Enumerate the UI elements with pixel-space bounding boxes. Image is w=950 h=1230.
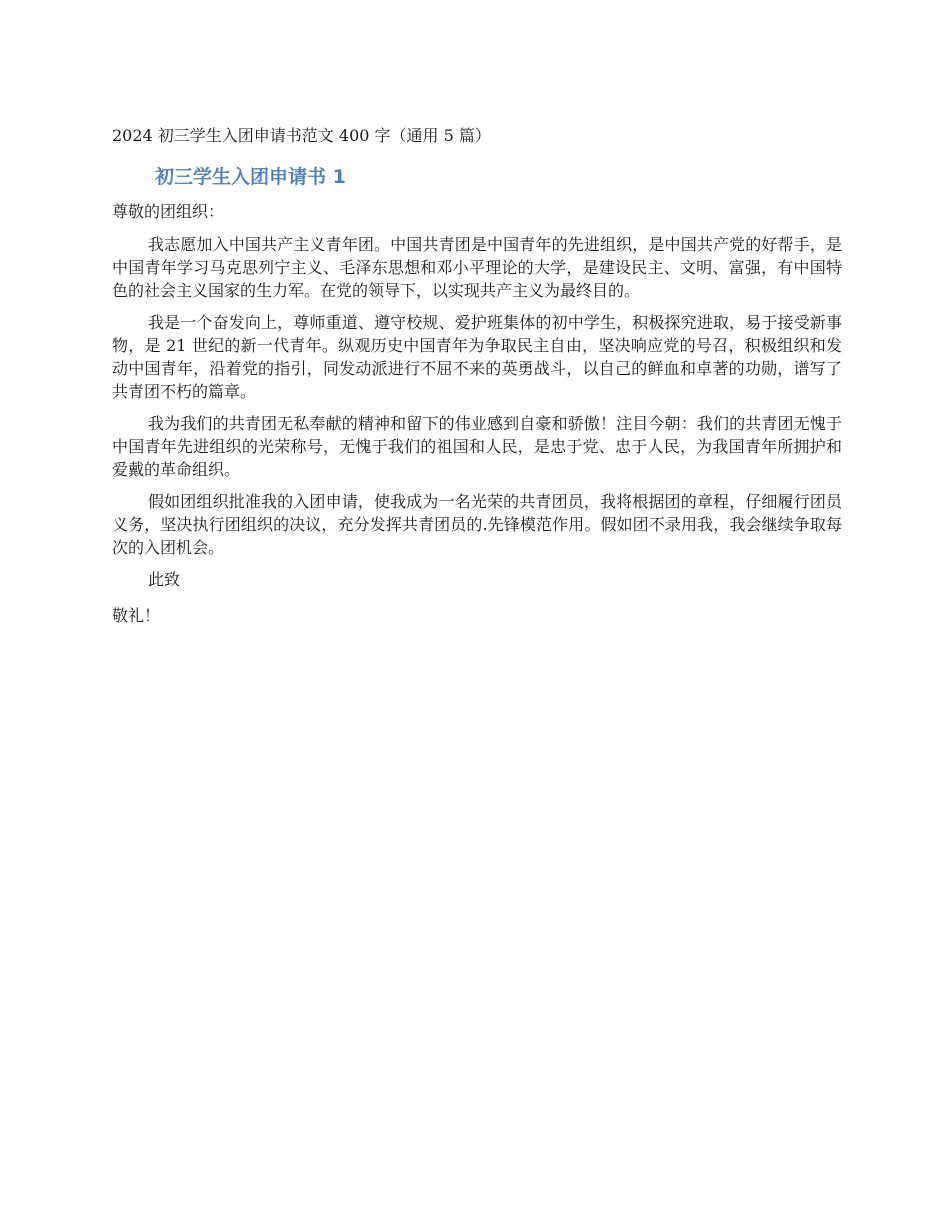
- section-heading: 初三学生入团申请书 1: [155, 166, 346, 188]
- body-paragraph: 我为我们的共青团无私奉献的精神和留下的伟业感到自豪和骄傲！注目今朝：我们的共青团无愧于中国青年先进组织的光荣称号，无愧于我们的祖国和人民，是忠于党、忠于人民，为我国青年所拥护和爱戴的革命组织。: [112, 414, 842, 479]
- body-paragraph: 假如团组织批准我的入团申请，使我成为一名光荣的共青团员，我将根据团的章程，仔细履行团员义务，坚决执行团组织的决议，充分发挥共青团员的.先锋模范作用。假如团不录用我，我会继续争取每次的入团机会。: [112, 492, 842, 557]
- closing-line: 此致: [148, 570, 181, 589]
- document-page: [112, 124, 842, 628]
- document-title: 2024 初三学生入团申请书范文 400 字（通用 5 篇）: [112, 126, 491, 145]
- regards-line: 敬礼！: [112, 606, 161, 625]
- body-paragraph: 我志愿加入中国共产主义青年团。中国共青团是中国青年的先进组织，是中国共产党的好帮手，是中国青年学习马克思列宁主义、毛泽东思想和邓小平理论的大学，是建设民主、文明、富强，有中国特色的社会主义国家的生力军。在党的领导下，以实现共产主义为最终目的。: [112, 235, 842, 300]
- salutation: 尊敬的团组织：: [112, 202, 225, 221]
- body-paragraph: 我是一个奋发向上，尊师重道、遵守校规、爱护班集体的初中学生，积极探究进取，易于接受新事物，是 21 世纪的新一代青年。纵观历史中国青年为争取民主自由，坚决响应党的号召，积极组织和发动中国青年，沿着党的指引，同发动派进行不屈不来的英勇战斗，以自己的鲜血和卓著的功勋，谱写了共青团不朽的篇章。: [112, 313, 842, 401]
